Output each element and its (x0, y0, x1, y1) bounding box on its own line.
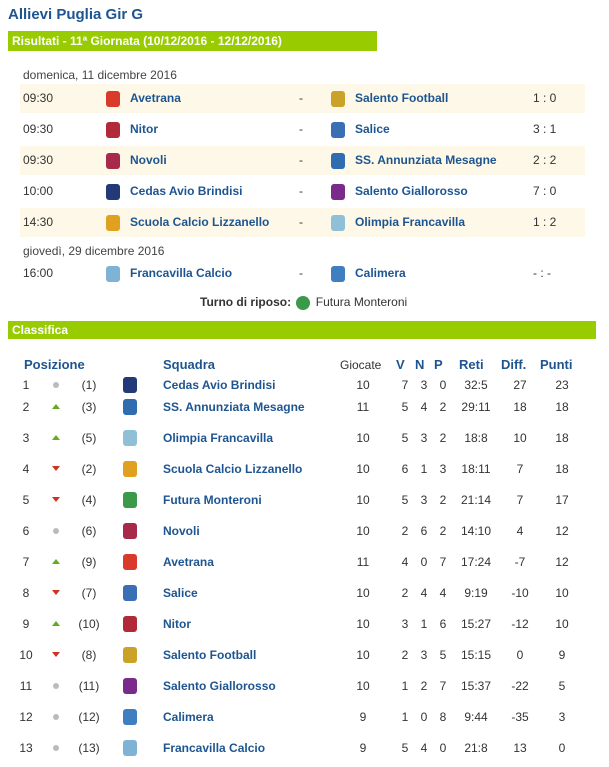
away-team-link[interactable]: Olimpia Francavilla (355, 215, 466, 229)
goals-ratio: 15:37 (460, 679, 492, 693)
standing-position: 6 (22, 524, 30, 538)
trend-same-icon (53, 382, 59, 388)
points-total: 23 (555, 378, 569, 392)
losses-count: 7 (439, 555, 447, 569)
goal-difference: -10 (511, 586, 529, 600)
losses-count: 2 (439, 431, 447, 445)
salento-football-crest-icon (331, 91, 345, 107)
novoli-crest-icon (106, 153, 120, 169)
wins-count: 2 (401, 524, 409, 538)
page-title: Allievi Puglia Gir G (8, 6, 144, 23)
monteroni-crest-icon (296, 296, 310, 310)
table-row[interactable] (8, 459, 596, 479)
previous-position: (7) (81, 586, 97, 600)
olimpia-crest-icon (123, 430, 137, 446)
francavilla-crest-icon (106, 266, 120, 282)
standings-header: Classifica (8, 321, 596, 339)
match-score: 7 : 0 (533, 184, 557, 198)
trend-down-icon (52, 497, 60, 502)
table-row[interactable] (8, 397, 596, 417)
home-team-link[interactable]: Cedas Avio Brindisi (130, 184, 243, 198)
points-total: 0 (558, 741, 566, 755)
wins-count: 5 (401, 431, 409, 445)
points-total: 18 (555, 400, 569, 414)
standing-position: 9 (22, 617, 30, 631)
goal-difference: 7 (516, 493, 524, 507)
previous-position: (12) (78, 710, 100, 724)
team-link[interactable]: Salento Giallorosso (163, 679, 276, 693)
goal-difference: -22 (511, 679, 529, 693)
played-count: 9 (359, 710, 367, 724)
wins-count: 6 (401, 462, 409, 476)
losses-count: 2 (439, 400, 447, 414)
mesagne-crest-icon (331, 153, 345, 169)
previous-position: (2) (81, 462, 97, 476)
rest-turn-team[interactable]: Futura Monteroni (315, 295, 408, 309)
draws-count: 0 (420, 555, 428, 569)
novoli-crest-icon (123, 523, 137, 539)
date-label: giovedì, 29 dicembre 2016 (23, 244, 165, 258)
trend-up-icon (52, 404, 60, 409)
avetrana-crest-icon (106, 91, 120, 107)
brindisi-crest-icon (106, 184, 120, 200)
previous-position: (8) (81, 648, 97, 662)
column-drawn: N (415, 357, 425, 372)
goal-difference: 7 (516, 462, 524, 476)
salice-crest-icon (123, 585, 137, 601)
goal-difference: 10 (513, 431, 527, 445)
wins-count: 5 (401, 493, 409, 507)
table-row[interactable] (8, 583, 596, 603)
goals-ratio: 15:15 (460, 648, 492, 662)
goals-ratio: 21:8 (464, 741, 488, 755)
draws-count: 3 (420, 493, 428, 507)
previous-position: (5) (81, 431, 97, 445)
played-count: 11 (356, 400, 370, 414)
standing-position: 3 (22, 431, 30, 445)
standing-position: 13 (19, 741, 33, 755)
team-link[interactable]: Salice (163, 586, 198, 600)
table-row[interactable] (8, 490, 596, 510)
match-row[interactable] (20, 259, 585, 288)
played-count: 10 (356, 679, 370, 693)
nitor-crest-icon (106, 122, 120, 138)
losses-count: 2 (439, 524, 447, 538)
trend-up-icon (52, 559, 60, 564)
column-team: Squadra (163, 357, 216, 372)
column-position: Posizione (24, 357, 85, 372)
avetrana-crest-icon (123, 554, 137, 570)
previous-position: (1) (81, 378, 97, 392)
match-time: 09:30 (23, 122, 54, 136)
goals-ratio: 17:24 (460, 555, 492, 569)
olimpia-crest-icon (331, 215, 345, 231)
played-count: 10 (356, 493, 370, 507)
rest-turn (200, 294, 407, 310)
goals-ratio: 15:27 (460, 617, 492, 631)
goals-ratio: 9:19 (464, 586, 488, 600)
points-total: 5 (558, 679, 566, 693)
goal-difference: -12 (511, 617, 529, 631)
trend-down-icon (52, 590, 60, 595)
goal-difference: 4 (516, 524, 524, 538)
match-score: 1 : 2 (533, 215, 557, 229)
match-score: 3 : 1 (533, 122, 557, 136)
goals-ratio: 29:11 (461, 400, 491, 414)
salice-crest-icon (331, 122, 345, 138)
played-count: 10 (356, 617, 370, 631)
team-link[interactable]: Francavilla Calcio (163, 741, 266, 755)
played-count: 10 (356, 462, 370, 476)
goals-ratio: 18:11 (461, 462, 491, 476)
table-row[interactable] (8, 707, 596, 727)
points-total: 10 (555, 586, 569, 600)
wins-count: 7 (401, 378, 409, 392)
losses-count: 2 (439, 493, 447, 507)
calimera-crest-icon (331, 266, 345, 282)
match-row[interactable] (20, 177, 585, 206)
table-row[interactable] (8, 676, 596, 696)
losses-count: 7 (439, 679, 447, 693)
column-played: Giocate (340, 358, 382, 372)
team-link[interactable]: SS. Annunziata Mesagne (163, 400, 305, 414)
trend-same-icon (53, 683, 59, 689)
column-points: Punti (540, 357, 573, 372)
away-team-link[interactable]: Calimera (355, 266, 406, 280)
losses-count: 6 (439, 617, 447, 631)
team-link[interactable]: Avetrana (163, 555, 214, 569)
away-team-link[interactable]: Salento Football (355, 91, 449, 105)
team-link[interactable]: Olimpia Francavilla (163, 431, 274, 445)
match-time: 14:30 (23, 215, 54, 229)
goal-difference: 27 (513, 378, 527, 392)
team-link[interactable]: Futura Monteroni (163, 493, 262, 507)
played-count: 11 (356, 555, 370, 569)
standing-position: 7 (22, 555, 30, 569)
monteroni-crest-icon (123, 492, 137, 508)
previous-position: (13) (78, 741, 100, 755)
match-score: 1 : 0 (533, 91, 557, 105)
losses-count: 8 (439, 710, 447, 724)
goal-difference: -7 (514, 555, 526, 569)
table-row[interactable] (8, 375, 596, 395)
away-team-link[interactable]: SS. Annunziata Mesagne (355, 153, 497, 167)
match-separator: - (299, 184, 303, 198)
mesagne-crest-icon (123, 399, 137, 415)
played-count: 10 (356, 648, 370, 662)
wins-count: 5 (401, 400, 409, 414)
standing-position: 10 (19, 648, 33, 662)
previous-position: (3) (81, 400, 97, 414)
goals-ratio: 9:44 (464, 710, 488, 724)
goal-difference: 0 (516, 648, 524, 662)
column-diff: Diff. (501, 357, 527, 372)
wins-count: 4 (401, 555, 409, 569)
table-row[interactable] (8, 738, 596, 758)
goals-ratio: 32:5 (464, 378, 488, 392)
played-count: 10 (356, 378, 370, 392)
wins-count: 1 (401, 710, 409, 724)
match-time: 09:30 (23, 153, 54, 167)
wins-count: 5 (401, 741, 409, 755)
points-total: 12 (555, 524, 569, 538)
home-team-link[interactable]: Novoli (130, 153, 167, 167)
goal-difference: -35 (511, 710, 529, 724)
match-time: 10:00 (23, 184, 54, 198)
previous-position: (10) (78, 617, 100, 631)
draws-count: 1 (420, 462, 428, 476)
away-team-link[interactable]: Salice (355, 122, 390, 136)
draws-count: 6 (420, 524, 428, 538)
draws-count: 0 (420, 710, 428, 724)
trend-down-icon (52, 652, 60, 657)
points-total: 18 (555, 462, 569, 476)
played-count: 10 (356, 524, 370, 538)
previous-position: (9) (81, 555, 97, 569)
team-link[interactable]: Salento Football (163, 648, 257, 662)
standing-position: 11 (19, 679, 33, 693)
table-row[interactable] (8, 552, 596, 572)
rest-turn-label: Turno di riposo: (200, 295, 292, 309)
table-row[interactable] (8, 428, 596, 448)
match-time: 09:30 (23, 91, 54, 105)
played-count: 9 (359, 741, 367, 755)
home-team-link[interactable]: Francavilla Calcio (130, 266, 233, 280)
standing-position: 2 (22, 400, 30, 414)
points-total: 17 (555, 493, 569, 507)
goal-difference: 18 (513, 400, 527, 414)
calimera-crest-icon (123, 709, 137, 725)
goals-ratio: 18:8 (464, 431, 488, 445)
match-row[interactable] (20, 84, 585, 113)
nitor-crest-icon (123, 616, 137, 632)
wins-count: 2 (401, 648, 409, 662)
trend-up-icon (52, 621, 60, 626)
date-label: domenica, 11 dicembre 2016 (23, 68, 177, 82)
points-total: 3 (558, 710, 566, 724)
previous-position: (4) (81, 493, 97, 507)
played-count: 10 (356, 586, 370, 600)
match-score: - : - (533, 266, 551, 280)
losses-count: 4 (439, 586, 447, 600)
previous-position: (11) (78, 679, 100, 693)
trend-up-icon (52, 435, 60, 440)
losses-count: 3 (439, 462, 447, 476)
match-separator: - (299, 215, 303, 229)
column-goals: Reti (459, 357, 484, 372)
draws-count: 3 (420, 378, 428, 392)
home-team-link[interactable]: Avetrana (130, 91, 181, 105)
salento-football-crest-icon (123, 647, 137, 663)
standing-position: 12 (19, 710, 33, 724)
trend-same-icon (53, 714, 59, 720)
match-time: 16:00 (23, 266, 54, 280)
team-link[interactable]: Nitor (163, 617, 191, 631)
home-team-link[interactable]: Nitor (130, 122, 158, 136)
standing-position: 1 (22, 378, 30, 392)
wins-count: 3 (401, 617, 409, 631)
match-score: 2 : 2 (533, 153, 557, 167)
home-team-link[interactable]: Scuola Calcio Lizzanello (130, 215, 270, 229)
points-total: 12 (555, 555, 569, 569)
draws-count: 4 (420, 400, 428, 414)
table-row[interactable] (8, 645, 596, 665)
brindisi-crest-icon (123, 377, 137, 393)
match-row[interactable] (20, 146, 585, 175)
match-separator: - (299, 122, 303, 136)
played-count: 10 (356, 431, 370, 445)
standing-position: 5 (22, 493, 30, 507)
trend-same-icon (53, 745, 59, 751)
trend-down-icon (52, 466, 60, 471)
team-link[interactable]: Novoli (163, 524, 200, 538)
wins-count: 2 (401, 586, 409, 600)
points-total: 18 (555, 431, 569, 445)
goal-difference: 13 (513, 741, 527, 755)
match-separator: - (299, 266, 303, 280)
column-won: V (396, 357, 405, 372)
table-row[interactable] (8, 614, 596, 634)
trend-same-icon (53, 528, 59, 534)
losses-count: 0 (439, 741, 447, 755)
draws-count: 4 (420, 741, 428, 755)
francavilla-crest-icon (123, 740, 137, 756)
draws-count: 3 (420, 648, 428, 662)
wins-count: 1 (401, 679, 409, 693)
match-row[interactable] (20, 208, 585, 237)
team-link[interactable]: Cedas Avio Brindisi (163, 378, 276, 392)
team-link[interactable]: Calimera (163, 710, 214, 724)
draws-count: 2 (420, 679, 428, 693)
draws-count: 3 (420, 431, 428, 445)
previous-position: (6) (81, 524, 97, 538)
team-link[interactable]: Scuola Calcio Lizzanello (163, 462, 303, 476)
away-team-link[interactable]: Salento Giallorosso (355, 184, 468, 198)
draws-count: 4 (420, 586, 428, 600)
goals-ratio: 14:10 (460, 524, 492, 538)
draws-count: 1 (420, 617, 428, 631)
lizzanello-crest-icon (123, 461, 137, 477)
match-row[interactable] (20, 115, 585, 144)
goals-ratio: 21:14 (460, 493, 492, 507)
giallorosso-crest-icon (331, 184, 345, 200)
standing-position: 4 (22, 462, 30, 476)
table-row[interactable] (8, 521, 596, 541)
standing-position: 8 (22, 586, 30, 600)
match-separator: - (299, 91, 303, 105)
column-lost: P (434, 357, 443, 372)
points-total: 9 (558, 648, 566, 662)
losses-count: 0 (439, 378, 447, 392)
giallorosso-crest-icon (123, 678, 137, 694)
losses-count: 5 (439, 648, 447, 662)
lizzanello-crest-icon (106, 215, 120, 231)
results-header: Risultati - 11ª Giornata (10/12/2016 - 12/12/2016) (8, 31, 377, 51)
match-separator: - (299, 153, 303, 167)
points-total: 10 (555, 617, 569, 631)
